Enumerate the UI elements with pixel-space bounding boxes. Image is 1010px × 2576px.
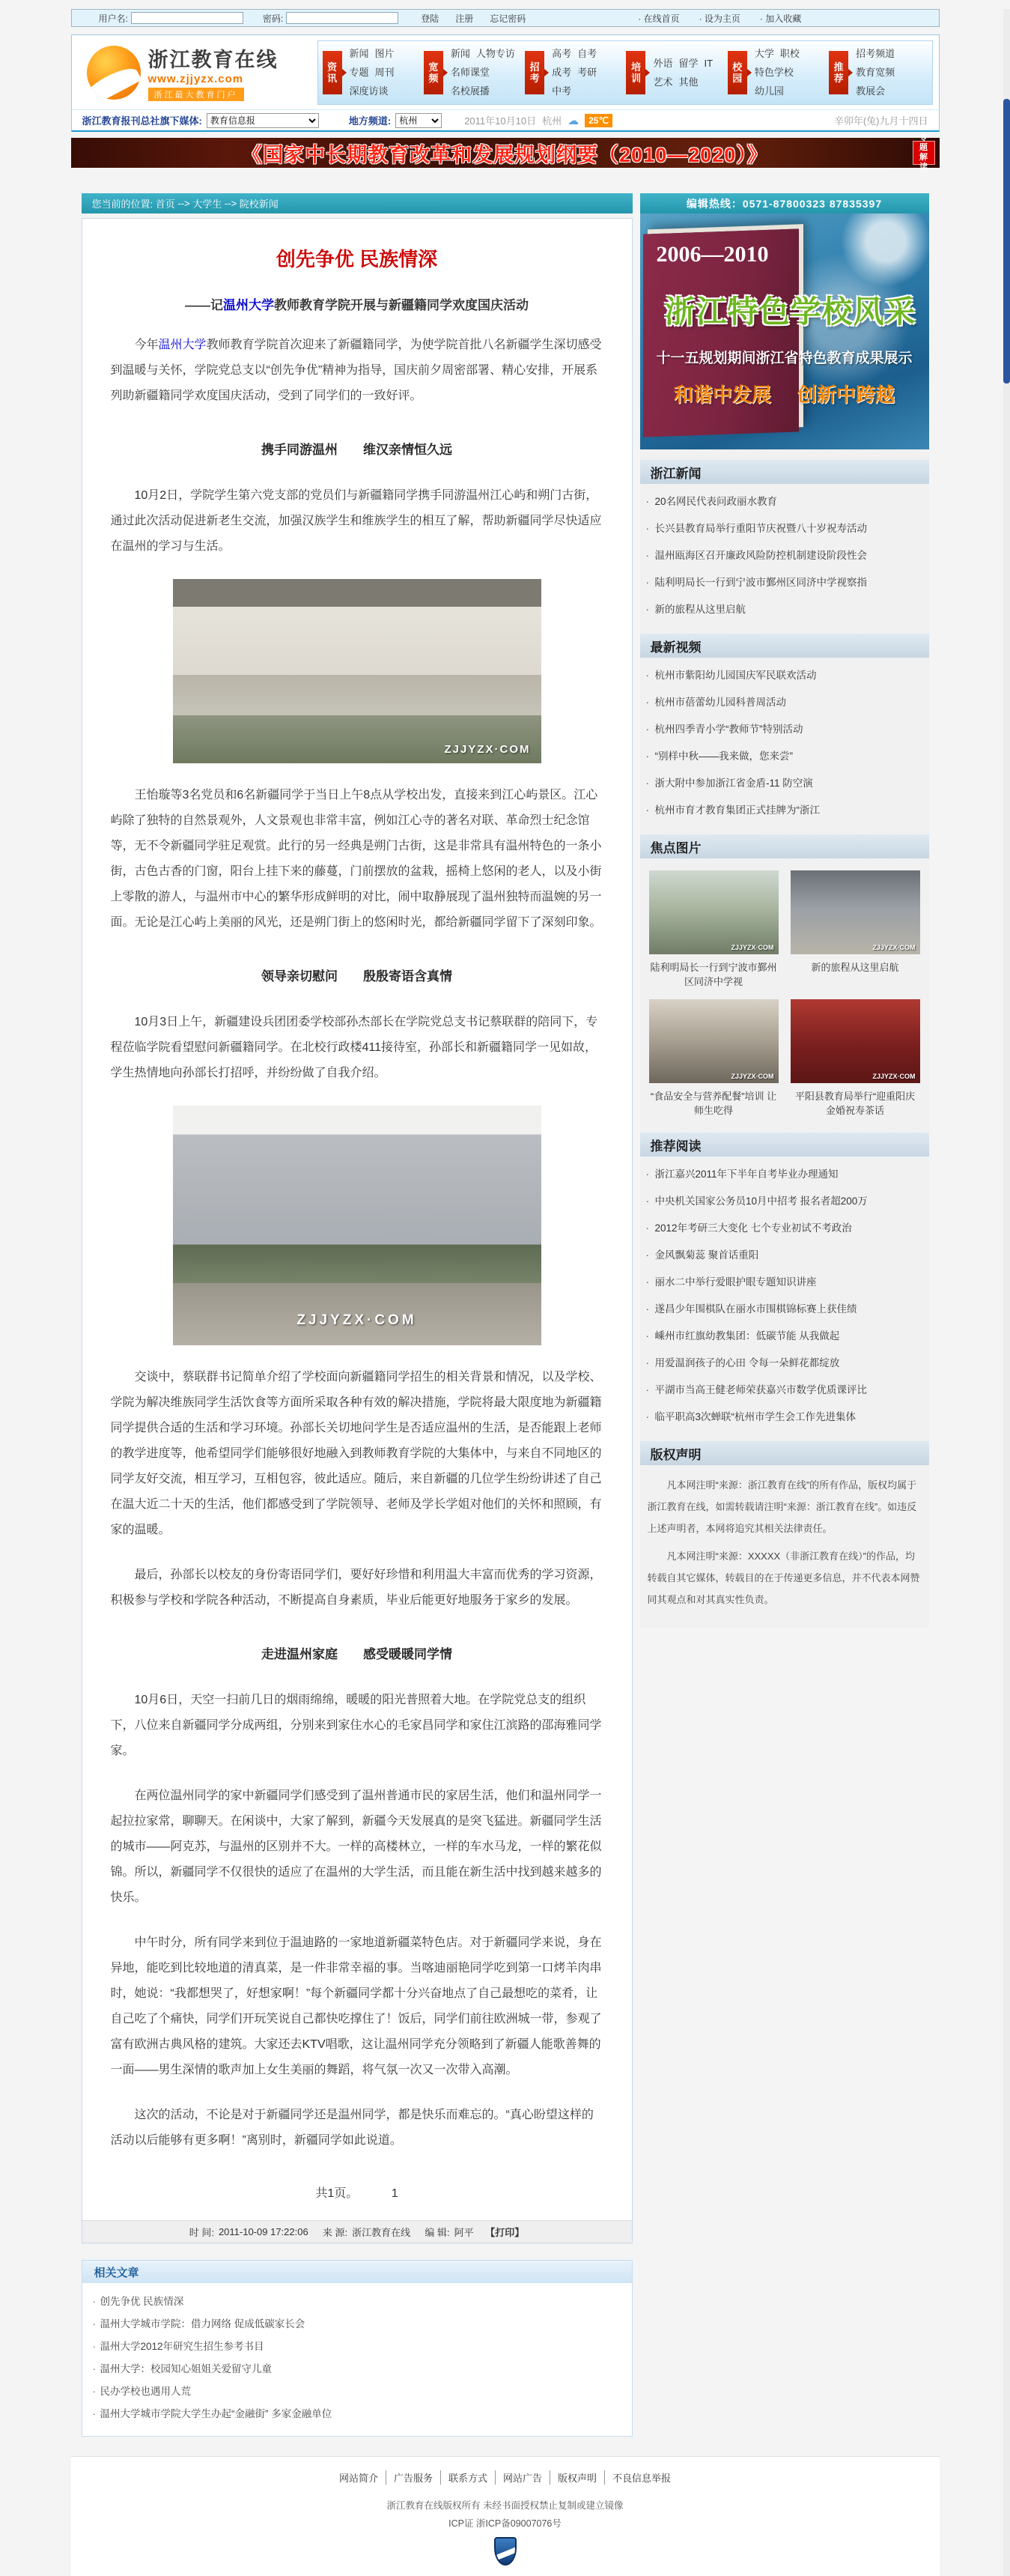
nav-label-zhaokao[interactable]: 招考 xyxy=(525,51,544,94)
site-slogan: 浙江最大教育门户 xyxy=(148,88,244,101)
subtitle-suffix: 教师教育学院开展与新疆籍同学欢度国庆活动 xyxy=(274,298,529,312)
article-body xyxy=(82,218,633,2243)
video-link[interactable]: · 杭州市紫阳幼儿园国庆军民联欢活动 xyxy=(642,662,925,689)
focus-picture-item[interactable] xyxy=(791,999,920,1118)
news-link[interactable]: · 20名网民代表问政丽水教育 xyxy=(642,488,925,515)
nav-link[interactable]: 成考 xyxy=(552,67,572,78)
main-nav xyxy=(317,40,933,105)
nav-link[interactable]: 中考 xyxy=(552,85,572,97)
video-link[interactable]: · 浙大附中参加浙江省金盾-11 防空演 xyxy=(642,770,925,797)
ad-years: 2006—2010 xyxy=(656,242,769,267)
article-subtitle xyxy=(111,294,603,313)
nav-link[interactable]: 特色学校 xyxy=(754,67,794,78)
policy-banner-badge[interactable]: 专题解读 xyxy=(913,141,935,165)
nav-category-zixun xyxy=(321,46,422,100)
site-footer xyxy=(71,2456,940,2576)
related-article-link[interactable]: · 温州大学：校园知心姐姐关爱留守儿童 xyxy=(88,2358,626,2380)
recommended-link[interactable]: · 金风飘菊蕊 聚首话重阳 xyxy=(642,1242,925,1269)
nav-link[interactable]: 艺术 xyxy=(653,76,673,88)
featured-schools-ad[interactable] xyxy=(640,213,929,449)
article-meta-bar xyxy=(82,2220,632,2243)
print-button[interactable]: 【打印】 xyxy=(485,2227,525,2238)
article-column xyxy=(82,193,633,2437)
paragraph-3: 王怡璇等3名党员和6名新疆同学于当日上午8点从学校出发，直接来到江心屿景区。江心屿除了独特的自然景观外，人文景观也非常丰富，例如江心寺的著名对联、革命烈士纪念馆等，无不令新疆同学驻足观赏。此行的另一经典是朔门古街，这是非常具有温州特色的一条小街，古色古香的门窗，阳台上挂下来的藤蔓，门前摆放的盆栽，摇椅上悠闲的老人，以及小街上零散的游人，与温州市中心的繁华形成鲜明的对比，闹中取静展现了温州独特而温婉的另一面。无论是江心屿上美丽的风光，还是朔门街上的悠闲时光，都给新疆同学留下了深刻印象。 xyxy=(110,789,602,929)
nav-link[interactable]: 深度访谈 xyxy=(349,85,389,97)
zhejiang-news-list xyxy=(642,488,925,623)
thumb-watermark: ZJJYZX·COM xyxy=(731,1073,774,1080)
editor-value: 阿平 xyxy=(454,2227,474,2238)
article-photo-2 xyxy=(173,1106,541,1345)
nav-link[interactable]: 新闻 xyxy=(349,48,369,59)
editor-label: 编 辑: xyxy=(425,2227,450,2238)
footer-icp: ICP证 浙ICP备09007076号 xyxy=(448,2518,562,2529)
breadcrumb-home[interactable]: 首页 xyxy=(155,198,175,210)
breadcrumb xyxy=(82,193,633,213)
breadcrumb-label: 您当前的位置: xyxy=(91,198,153,210)
cloud-icon: ☁ xyxy=(568,114,579,127)
recommended-link[interactable]: · 浙江嘉兴2011年下半年自考毕业办理通知 xyxy=(642,1161,925,1188)
pagination xyxy=(111,2183,603,2201)
nav-link[interactable]: 幼儿园 xyxy=(754,85,784,97)
time-value: 2011-10-09 17:22:06 xyxy=(218,2226,308,2237)
sidebar xyxy=(640,193,929,1628)
p1-prefix: 今年 xyxy=(134,339,159,351)
section-heading-2: 领导亲切慰问 殷殷寄语含真情 xyxy=(261,969,452,984)
section-heading-1: 携手同游温州 维汉亲情恒久远 xyxy=(261,443,452,457)
focus-picture-thumb[interactable] xyxy=(791,870,920,954)
photo-watermark: ZJJYZX·COM xyxy=(296,1312,417,1328)
username-input[interactable] xyxy=(131,12,243,24)
nav-link[interactable]: 名师课堂 xyxy=(450,67,490,78)
recommended-link[interactable]: · 临平职高3次蝉联“杭州市学生会工作先进集体 xyxy=(642,1404,925,1431)
site-logo[interactable] xyxy=(78,43,317,101)
quick-link[interactable]: · 设为主页 xyxy=(699,13,740,24)
nav-link[interactable]: 外语 xyxy=(653,57,673,69)
related-articles-title: 相关文章 xyxy=(82,2261,632,2283)
university-link[interactable]: 温州大学 xyxy=(158,339,207,351)
related-article-link[interactable]: · 民办学校也遇用人荒 xyxy=(88,2380,626,2403)
video-link[interactable]: · 杭州市育才教育集团正式挂牌为“浙江 xyxy=(642,797,925,824)
nav-link[interactable]: 职校 xyxy=(779,48,800,59)
lunar-date: 辛卯年(兔)九月十四日 xyxy=(833,115,928,127)
browser-scrollbar[interactable] xyxy=(1003,9,1010,2576)
nav-category-tuijian xyxy=(827,46,928,100)
thumb-watermark: ZJJYZX·COM xyxy=(872,944,916,951)
focus-picture-caption[interactable]: 陆利明局长一行到宁波市鄞州区同济中学视 xyxy=(650,962,777,987)
copyright-paragraph-2: 凡本网注明“来源：XXXXX（非浙江教育在线）”的作品，均转载自其它媒体，转载目的在于传递更多信息，并不代表本网赞同其观点和对其真实性负责。 xyxy=(647,1551,920,1605)
nav-link[interactable]: 专题 xyxy=(349,67,369,78)
breadcrumb-separator: --> xyxy=(177,198,190,209)
channel-select[interactable] xyxy=(395,113,442,128)
forgot-password-link[interactable]: 忘记密码 xyxy=(490,13,526,24)
breadcrumb-separator: --> xyxy=(224,198,237,209)
focus-picture-caption[interactable]: “食品安全与营养配餐”培训 让师生吃得 xyxy=(650,1091,777,1116)
thumb-watermark: ZJJYZX·COM xyxy=(731,944,774,951)
paragraph-10: 这次的活动，不论是对于新疆同学还是温州同学，都是快乐而难忘的。“真心盼望这样的活动以后能够有更多啊！”离别时，新疆同学如此说道。 xyxy=(110,2109,594,2147)
password-label: 密码: xyxy=(262,13,284,24)
paragraph-6: 最后，孙部长以校友的身份寄语同学们，要好好珍惜和利用温大丰富而优秀的学习资源，积极参与学校和学院各种活动，不断提高自身素质，毕业后能更好地服务于家乡的发展。 xyxy=(110,1569,602,1607)
news-link[interactable]: · 新的旅程从这里启航 xyxy=(642,596,925,623)
media-select[interactable] xyxy=(207,113,319,128)
time-label: 时 间: xyxy=(189,2227,214,2238)
page-count-label: 共1页。 xyxy=(315,2187,359,2200)
sub-header-bar xyxy=(71,109,940,132)
article-title: 创先争优 民族情深 xyxy=(276,248,438,270)
section-copyright-notice: 版权声明 xyxy=(640,1441,929,1465)
related-article-link[interactable]: · 温州大学2012年研究生招生参考书目 xyxy=(88,2336,626,2358)
nav-link[interactable]: 新闻 xyxy=(450,48,470,59)
paragraph-8: 在两位温州同学的家中新疆同学们感受到了温州普通市民的家居生活，他们和温州同学一起拉拉家常，聊聊天。在闲谈中，大家了解到，新疆今天发展真的是突飞猛进。新疆同学生活的城市——阿克苏，与温州的区别并不大。一样的高楼林立，一样的车水马龙，一样的繁花似锦。所以，新疆同学不仅很快的适应了在温州的大学生活，而且能在新生活中找到越来越多的快乐。 xyxy=(110,1789,602,1904)
recommended-link[interactable]: · 2012年考研三大变化 七个专业初试不考政治 xyxy=(642,1215,925,1242)
copyright-paragraph-1: 凡本网注明“来源：浙江教育在线”的所有作品，版权均属于浙江教育在线，如需转载请注明“来源：浙江教育在线”。如违反上述声明者，本网将追究其相关法律责任。 xyxy=(647,1479,917,1534)
quick-links xyxy=(638,12,801,25)
latest-video-list xyxy=(642,662,925,824)
hotline-label: 编辑热线： xyxy=(686,197,743,210)
ad-subtitle: 十一五规划期间浙江省特色教育成果展示 xyxy=(656,351,913,366)
nav-link[interactable]: 名校展播 xyxy=(450,85,490,97)
password-input[interactable] xyxy=(286,12,398,24)
focus-picture-item[interactable] xyxy=(649,999,779,1118)
nav-link[interactable]: 人物专访 xyxy=(475,48,515,59)
media-group-label: 浙江教育报刊总社旗下媒体: xyxy=(82,115,202,127)
university-link[interactable]: 温州大学 xyxy=(223,298,274,312)
video-link[interactable]: · “别样中秋——我来做，您来尝” xyxy=(642,743,925,770)
focus-pictures-grid xyxy=(640,858,929,1122)
paragraph-9: 中午时分，所有同学来到位于温迪路的一家地道新疆菜特色店。对于新疆同学来说，身在异地，能吃到比较地道的清真菜，是一件非常幸福的事。当喀迪丽艳同学吃到第一口烤羊肉串时，她说：“我都想哭了，好想家啊！”每个新疆同学都十分兴奋地点了自己最想吃的菜肴，让自己吃了个痛快，同学们开玩笑说自己都快吃撑住了！饭后，同学们前往欧洲城一带，参观了富有欧洲古典风格的建筑。大家还去KTV唱歌，这让温州同学充分领略到了新疆人能歌善舞的一面——男生深情的歌声加上女生美丽的舞蹈，将气氛一次又一次带入高潮。 xyxy=(110,1936,602,2076)
footer-copyright: 浙江教育在线版权所有 未经书面授权禁止复制或建立镜像 xyxy=(386,2500,624,2511)
quick-link[interactable]: · 加入收藏 xyxy=(759,13,802,24)
nav-category-kuanpin xyxy=(422,46,523,100)
recommended-link[interactable]: · 遂昌少年围棋队在丽水市围棋锦标赛上获佳绩 xyxy=(642,1296,925,1323)
nav-category-zhaokao xyxy=(523,46,624,100)
policy-banner-title[interactable]: 《国家中长期教育改革和发展规划纲要（2010—2020）》 xyxy=(242,143,768,166)
hotline-numbers: 0571-87800323 87835397 xyxy=(742,197,883,210)
nav-category-peixun xyxy=(624,46,725,100)
paragraph-4: 10月3日上午，新疆建设兵团团委学校部孙杰部长在学院党总支书记蔡联群的陪同下，专程莅临学院看望慰问新疆籍同学。在北校行政楼411接待室，孙部长和新疆籍同学一见如故，学生热情地向孙部长打招呼，并纷纷做了自我介绍。 xyxy=(110,1016,598,1079)
related-article-link[interactable]: · 温州大学城市学院：借力网络 促成低碳家长会 xyxy=(88,2313,626,2336)
recommended-link[interactable]: · 嵊州市红旗幼教集团：低碳节能 从我做起 xyxy=(642,1323,925,1350)
subtitle-prefix: ——记 xyxy=(185,298,223,312)
quick-link[interactable]: · 在线首页 xyxy=(638,13,680,24)
paragraph-7: 10月6日，天空一扫前几日的烟雨绵绵，暖暖的阳光普照着大地。在学院党总支的组织下，八位来自新疆同学分成两组，分别来到家住水心的毛家昌同学和家住江滨路的邵海雅同学家。 xyxy=(110,1694,602,1757)
scrollbar-thumb[interactable] xyxy=(1003,99,1010,384)
city-text: 杭州 xyxy=(542,115,562,127)
channel-label: 地方频道: xyxy=(348,115,392,127)
login-link[interactable]: 登陆 xyxy=(421,13,439,24)
page-container xyxy=(71,9,940,2576)
username-label: 用户名: xyxy=(98,13,128,24)
register-link[interactable]: 注册 xyxy=(455,13,474,24)
logo-globe-icon xyxy=(87,46,141,100)
nav-link[interactable]: 教育宽频 xyxy=(856,67,895,78)
page-number-link[interactable]: 1 xyxy=(391,2187,398,2200)
recommended-link[interactable]: · 用爱温润孩子的心田 令每一朵鲜花都绽放 xyxy=(642,1350,925,1377)
nav-category-xiaoyuan xyxy=(726,46,827,100)
nav-link[interactable]: 招考频道 xyxy=(856,48,895,59)
photo-watermark: ZJJYZX·COM xyxy=(444,743,531,756)
video-link[interactable]: · 杭州四季青小学“教师节”特别活动 xyxy=(642,716,925,743)
nav-link[interactable]: 留学 xyxy=(678,57,699,69)
recommended-list xyxy=(642,1161,925,1431)
focus-picture-item[interactable] xyxy=(649,870,779,989)
related-article-link[interactable]: · 创先争优 民族情深 xyxy=(88,2291,626,2313)
footer-link[interactable]: 不良信息举报 xyxy=(604,2470,678,2485)
focus-picture-thumb[interactable] xyxy=(649,870,779,954)
breadcrumb-category[interactable]: 大学生 xyxy=(192,198,222,210)
nav-link[interactable]: 教展会 xyxy=(856,85,886,97)
temperature-badge: 25℃ xyxy=(585,114,612,127)
site-header xyxy=(71,34,940,109)
breadcrumb-subcategory[interactable]: 院校新闻 xyxy=(239,198,279,210)
nav-link[interactable]: 自考 xyxy=(577,48,597,59)
nav-label-peixun[interactable]: 培训 xyxy=(626,51,645,94)
focus-picture-caption[interactable]: 平阳县教育局举行“迎重阳庆金婚祝寿茶话 xyxy=(794,1091,916,1116)
ad-slogan-right: 创新中跨越 xyxy=(797,384,895,406)
focus-picture-thumb[interactable] xyxy=(649,999,779,1083)
nav-label-zixun[interactable]: 资讯 xyxy=(323,51,342,94)
section-latest-video: 最新视频 xyxy=(640,634,929,658)
related-articles-list xyxy=(88,2291,626,2425)
nav-link[interactable]: 高考 xyxy=(552,48,572,59)
paragraph-2: 10月2日，学院学生第六党支部的党员们与新疆籍同学携手同游温州江心屿和朔门古街，通过此次活动促进新老生交流，加强汉族学生和维族学生的相互了解，帮助新疆同学尽快适应在温州的学习与生活。 xyxy=(110,489,602,553)
p1-suffix: 教师教育学院首次迎来了新疆籍同学，为使学院首批八名新疆学生深切感受到温暖与关怀，学院党总支以“创先争优”精神为指导，国庆前夕周密部署、精心安排，开展系列助新疆籍同学欢度国庆活动，受到了同学们的一致好评。 xyxy=(110,339,602,402)
section-heading-3: 走进温州家庭 感受暖暖同学情 xyxy=(261,1647,452,1661)
thumb-watermark: ZJJYZX·COM xyxy=(872,1073,916,1080)
news-link[interactable]: · 陆利明局长一行到宁波市鄞州区同济中学视察指 xyxy=(642,569,925,596)
focus-picture-caption[interactable]: 新的旅程从这里启航 xyxy=(811,962,899,973)
recommended-link[interactable]: · 平湖市当高王健老师荣获嘉兴市数学优质课评比 xyxy=(642,1377,925,1404)
footer-link[interactable]: 联系方式 xyxy=(440,2470,495,2485)
copyright-notice xyxy=(640,1465,929,1618)
nav-label-kuanpin[interactable]: 宽频 xyxy=(424,51,443,94)
video-link[interactable]: · 杭州市蓓蕾幼儿园科普周活动 xyxy=(642,689,925,716)
ad-title: 浙江特色学校风采 xyxy=(664,294,916,329)
nav-link[interactable]: 考研 xyxy=(577,67,597,78)
ad-slogans xyxy=(640,380,929,407)
date-weather xyxy=(464,113,612,127)
footer-link[interactable]: 版权声明 xyxy=(550,2470,604,2485)
footer-link[interactable]: 广告服务 xyxy=(386,2470,440,2485)
nav-link[interactable]: 周刊 xyxy=(374,67,395,78)
related-articles xyxy=(82,2260,633,2437)
related-article-link[interactable]: · 温州大学城市学院大学生办起“金融街” 多家金融单位 xyxy=(88,2403,626,2425)
date-text: 2011年10月10日 xyxy=(464,115,537,127)
policy-banner[interactable] xyxy=(71,133,940,172)
news-link[interactable]: · 温州瓯海区召开廉政风险防控机制建设阶段性会 xyxy=(642,542,925,569)
nav-link[interactable]: 其他 xyxy=(678,76,699,88)
recommended-link[interactable]: · 丽水二中举行爱眼护眼专题知识讲座 xyxy=(642,1269,925,1296)
nav-link[interactable]: IT xyxy=(704,57,714,69)
nav-label-xiaoyuan[interactable]: 校园 xyxy=(728,51,747,94)
source-label: 来 源: xyxy=(322,2227,348,2238)
footer-link[interactable]: 网站广告 xyxy=(495,2470,550,2485)
paragraph-5: 交谈中，蔡联群书记简单介绍了学校面向新疆籍同学招生的相关背景和情况，以及学校、学院为解决维族同学生活饮食等方面所采取各种有效的解决措施，学院将最大限度地为新疆籍同学提供合适的生活和学习环境。孙部长关切地问学生是否适应温州的生活，是否能跟上老师的教学进度等，他希望同学们能够很好地融入到教师教育学院的大集体中，与来自不同地区的同学友好交流，相互学习，互相包容，彼此适应。随后，来自新疆的几位学生纷纷讲述了自己在温大近二十天的生活，他们都感受到了学院领导、老师及学长学姐对他们的关怀和照顾，有家的温暖。 xyxy=(110,1371,602,1536)
footer-link[interactable]: 网站简介 xyxy=(338,2473,378,2484)
section-zhejiang-news: 浙江新闻 xyxy=(640,460,929,484)
site-url: www.zjjyzx.com xyxy=(147,73,244,85)
footer-links xyxy=(332,2470,678,2485)
focus-picture-item[interactable] xyxy=(791,870,920,989)
section-recommended: 推荐阅读 xyxy=(640,1133,929,1157)
nav-link[interactable]: 大学 xyxy=(754,48,774,59)
editor-hotline-bar xyxy=(640,193,929,213)
focus-picture-thumb[interactable] xyxy=(791,999,920,1083)
nav-link[interactable]: 图片 xyxy=(374,48,395,59)
source-value: 浙江教育在线 xyxy=(352,2227,411,2238)
ad-slogan-left: 和谐中发展 xyxy=(673,384,771,406)
paragraph-1 xyxy=(111,333,603,409)
nav-label-tuijian[interactable]: 推荐 xyxy=(829,51,848,94)
news-link[interactable]: · 长兴县教育局举行重阳节庆祝暨八十岁祝寿活动 xyxy=(642,515,925,542)
site-name: 浙江教育在线 xyxy=(147,49,279,71)
section-focus-pictures: 焦点图片 xyxy=(640,834,929,858)
site-badge-logo xyxy=(494,2537,517,2566)
article-photo-1 xyxy=(173,579,541,763)
login-bar xyxy=(71,9,940,27)
recommended-link[interactable]: · 中央机关国家公务员10月中招考 报名者超200万 xyxy=(642,1188,925,1215)
